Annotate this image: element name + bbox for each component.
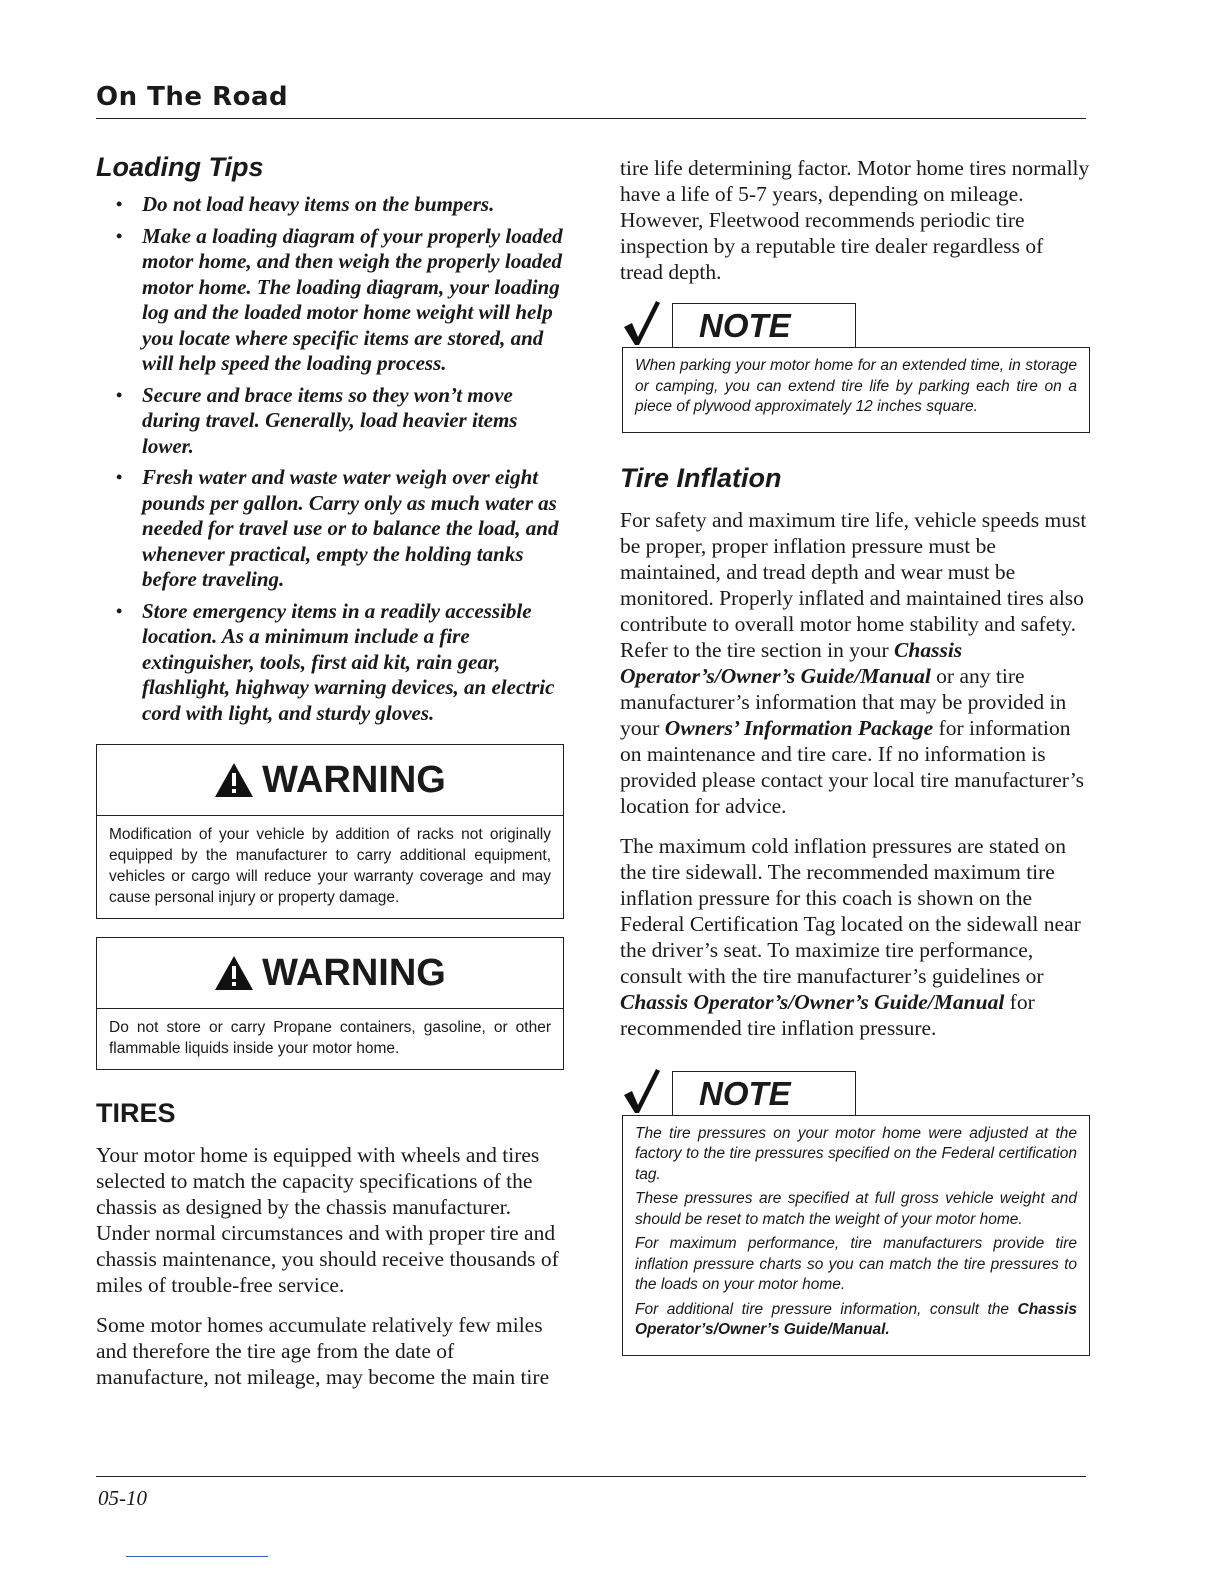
tires-paragraph-2-continued: tire life determining factor. Motor home tires normally have a life of 5-7 years, depending on mileage. However, Fleetwood recommends periodic tire inspection by a reputable tire dealer regardless of tread depth. xyxy=(620,156,1090,284)
warning-triangle-icon xyxy=(214,955,254,991)
note-text xyxy=(622,1115,1090,1356)
tire-inflation-heading: Tire Inflation xyxy=(620,462,782,493)
checkmark-icon xyxy=(622,299,662,347)
note-paragraph: For additional tire pressure information, consult the Chassis Operator’s/Owner’s Guide/Manual. xyxy=(635,1300,1077,1338)
note-title: NOTE xyxy=(699,1074,791,1112)
note-header xyxy=(620,303,1090,347)
loading-tips-list xyxy=(96,192,566,726)
checkmark-icon xyxy=(622,1067,662,1115)
bottom-link-underline xyxy=(126,1556,268,1557)
bullet-icon: • xyxy=(116,600,123,621)
tires-heading: TIRES xyxy=(96,1098,176,1128)
header-title: On The Road xyxy=(96,82,289,112)
note-text xyxy=(622,347,1090,433)
note-paragraph: For maximum performance, tire manufacturers provide tire inflation pressure charts so you can match the tire pressures to the loads on your motor home. xyxy=(635,1235,1077,1293)
bullet-icon: • xyxy=(116,225,123,246)
tires-paragraph-2: Some motor homes accumulate relatively few miles and therefore the tire age from the date of manufacture, not mileage, may become the main tire xyxy=(96,1313,550,1389)
note-paragraph: These pressures are specified at full gross vehicle weight and should be reset to match the weight of your motor home. xyxy=(635,1190,1077,1228)
page-header xyxy=(96,80,1086,119)
list-item: • Store emergency items in a readily accessible location. As a minimum include a fire extinguisher, tools, first aid kit, rain gear, flashlight, highway warning devices, an electric cord with light, and sturdy gloves. xyxy=(116,598,555,725)
tire-inflation-paragraph-1: For safety and maximum tire life, vehicle speeds must be proper, proper inflation pressure must be maintained, and tread depth and wear must be monitored. Properly inflated and maintained tires also contribute to overall motor home stability and safety. Refer to the tire section in your Chassis Operator’s/Owner’s Guide/Manual or any tire manufacturer’s information that may be provided in your Owners’ Information Package for information on maintenance and tire care. If no information is provided please contact your local tire manufacturer’s location for advice. xyxy=(620,507,1087,818)
warning-title: WARNING xyxy=(262,951,446,994)
bullet-icon: • xyxy=(116,467,123,487)
warning-text: Modification of your vehicle by addition of racks not originally equipped by the manufacturer to carry additional equipment, vehicles or cargo will reduce your warranty coverage and may cause personal injury or property damage. xyxy=(109,826,551,906)
note-tab xyxy=(672,303,856,347)
warning-triangle-icon xyxy=(214,762,254,798)
warning-title: WARNING xyxy=(262,758,446,801)
loading-tips-heading: Loading Tips xyxy=(96,152,264,182)
right-column xyxy=(620,155,1090,1356)
tires-paragraph-1: Your motor home is equipped with wheels and tires selected to match the capacity specifications of the chassis as designed by the chassis manufacturer. Under normal circumstances and with proper tire and chassis maintenance, you should receive thousands of miles of trouble-free service. xyxy=(96,1143,559,1297)
warning-header xyxy=(97,745,563,816)
list-item: • Fresh water and waste water weigh over eight pounds per gallon. Carry only as much water as needed for travel use or to balance the load, and whenever practical, empty the holding tanks before traveling. xyxy=(116,465,559,591)
warning-box-racks xyxy=(96,744,564,919)
left-column xyxy=(96,150,566,1404)
list-item: • Do not load heavy items on the bumpers. xyxy=(116,192,495,216)
warning-box-propane xyxy=(96,937,564,1070)
note-tab xyxy=(672,1071,856,1115)
tire-inflation-paragraph-2: The maximum cold inflation pressures are stated on the tire sidewall. The recommended maximum tire inflation pressure for this coach is shown on the Federal Certification Tag located on the sidewall near the driver’s seat. To maximize tire performance, consult with the tire manufacturer’s guidelines or Chassis Operator’s/Owner’s Guide/Manual for recommended tire inflation pressure. xyxy=(620,833,1081,1040)
warning-text: Do not store or carry Propane containers, gasoline, or other flammable liquids inside your motor home. xyxy=(109,1019,551,1057)
note-header xyxy=(620,1071,1090,1115)
note-title: NOTE xyxy=(699,307,791,344)
note-tire-pressures xyxy=(620,1071,1090,1356)
page-number: 05-10 xyxy=(98,1486,147,1510)
bullet-icon: • xyxy=(116,194,123,214)
bullet-icon: • xyxy=(116,384,123,405)
note-paragraph: The tire pressures on your motor home were adjusted at the factory to the tire pressures specified on the Federal certification tag. xyxy=(635,1124,1077,1183)
footer-rule xyxy=(96,1476,1086,1477)
list-item: • Make a loading diagram of your properly loaded motor home, and then weigh the properly loaded motor home. The loading diagram, your loading log and the loaded motor home weight will help you locate where specific items are stored, and will help speed the loading process. xyxy=(116,223,563,375)
warning-header xyxy=(97,938,563,1009)
note-storage xyxy=(620,303,1090,433)
list-item: • Secure and brace items so they won’t move during travel. Generally, load heavier items lower. xyxy=(116,382,518,458)
note-paragraph: When parking your motor home for an extended time, in storage or camping, you can extend tire life by parking each tire on a piece of plywood approximately 12 inches square. xyxy=(635,357,1077,415)
